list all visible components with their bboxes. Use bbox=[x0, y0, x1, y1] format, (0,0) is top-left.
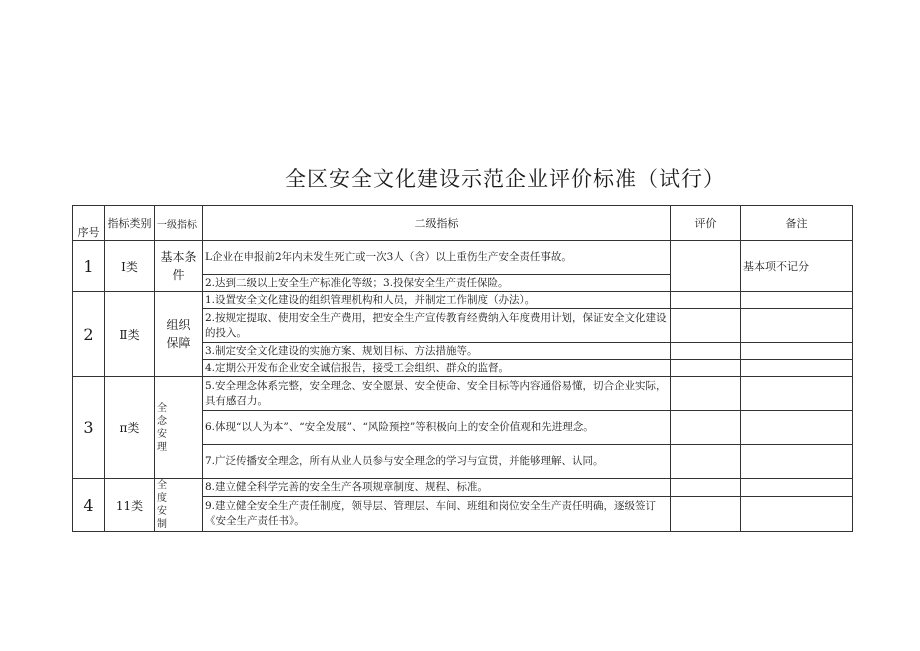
row-seq: 2 bbox=[73, 292, 105, 377]
table-row bbox=[73, 292, 853, 309]
header-remarks: 备注 bbox=[741, 206, 853, 241]
criterion-item: 1.设置安全文化建设的组织管理机构和人员，并制定工作制度（办法）。 bbox=[203, 292, 671, 309]
header-category: 指标类别 bbox=[105, 206, 155, 241]
criterion-item: 9.建立健全安全生产责任制度，领导层、管理层、车间、班组和岗位安全生产责任明确，逐级签订《安全生产责任书》。 bbox=[203, 496, 671, 531]
remark-cell bbox=[741, 292, 853, 309]
row-seq: 3 bbox=[73, 377, 105, 479]
remark-cell bbox=[741, 479, 853, 497]
remark-cell: 基本项不记分 bbox=[741, 241, 853, 292]
row-category: Ⅱ类 bbox=[105, 292, 155, 377]
remark-cell bbox=[741, 377, 853, 411]
evaluation-cell[interactable] bbox=[671, 479, 741, 497]
remark-cell bbox=[741, 360, 853, 377]
header-evaluation: 评价 bbox=[671, 206, 741, 241]
evaluation-cell[interactable] bbox=[671, 241, 741, 292]
criterion-item: 4.定期公开发布企业安全诚信报告，接受工会组织、群众的监督。 bbox=[203, 360, 671, 377]
criterion-item: 3.制定安全文化建设的实施方案、规划目标、方法措施等。 bbox=[203, 343, 671, 360]
row-category: 11类 bbox=[105, 479, 155, 532]
row-category: π类 bbox=[105, 377, 155, 479]
criterion-item: 5.安全理念体系完整，安全理念、安全愿景、安全使命、安全目标等内容通俗易懂，切合企业实际，具有感召力。 bbox=[203, 377, 671, 411]
evaluation-cell[interactable] bbox=[671, 377, 741, 411]
criterion-item: 2.达到二级以上安全生产标准化等级；3.投保安全生产责任保险。 bbox=[203, 275, 671, 292]
evaluation-cell[interactable] bbox=[671, 360, 741, 377]
header-row bbox=[73, 206, 853, 241]
remark-cell bbox=[741, 496, 853, 531]
remark-cell bbox=[741, 343, 853, 360]
table-row bbox=[73, 479, 853, 497]
remark-cell bbox=[741, 445, 853, 479]
criterion-item: 8.建立健全科学完善的安全生产各项规章制度、规程、标准。 bbox=[203, 479, 671, 497]
remark-cell bbox=[741, 309, 853, 343]
header-level1: 一级指标 bbox=[155, 206, 203, 241]
criterion-item: 6.体现“以人为本”、“安全发展”、“风险预控”等积极向上的安全价值观和先进理念。 bbox=[203, 411, 671, 445]
evaluation-table bbox=[72, 205, 853, 532]
evaluation-cell[interactable] bbox=[671, 292, 741, 309]
document-title: 全区安全文化建设示范企业评价标准（试行） bbox=[285, 167, 725, 191]
table-row bbox=[73, 241, 853, 275]
remark-cell bbox=[741, 411, 853, 445]
header-seq: 序号 bbox=[73, 206, 105, 241]
row-level1: 全念安理 bbox=[157, 402, 167, 453]
criterion-item: L企业在申报前2年内未发生死亡或一次3人（含）以上重伤生产安全责任事故。 bbox=[203, 241, 671, 275]
criterion-item: 2.按规定提取、使用安全生产费用，把安全生产宣传教育经费纳入年度费用计划，保证安全文化建设的投入。 bbox=[203, 309, 671, 343]
row-category: Ⅰ类 bbox=[105, 241, 155, 292]
row-level1: 组织保障 bbox=[155, 292, 203, 377]
row-seq: 4 bbox=[73, 479, 105, 532]
evaluation-cell[interactable] bbox=[671, 309, 741, 343]
evaluation-cell[interactable] bbox=[671, 343, 741, 360]
header-level2: 二级指标 bbox=[203, 206, 671, 241]
evaluation-cell[interactable] bbox=[671, 445, 741, 479]
table-row bbox=[73, 377, 853, 411]
evaluation-cell[interactable] bbox=[671, 496, 741, 531]
row-level1: 基本条件 bbox=[155, 241, 203, 292]
row-seq: 1 bbox=[73, 241, 105, 292]
criterion-item: 7.广泛传播安全理念，所有从业人员参与安全理念的学习与宣贯，并能够理解、认同。 bbox=[203, 445, 671, 479]
row-level1: 全度安制 bbox=[157, 480, 167, 530]
evaluation-cell[interactable] bbox=[671, 411, 741, 445]
